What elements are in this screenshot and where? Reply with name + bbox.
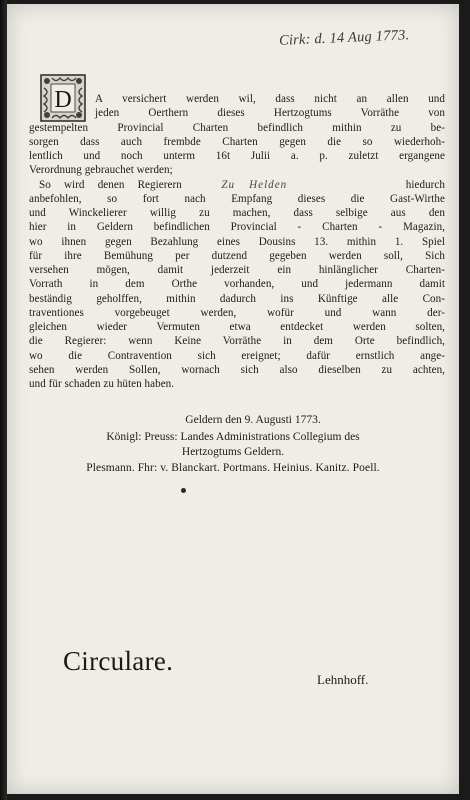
handwritten-place-name: Zu Helden: [221, 178, 288, 191]
signatories: Plesmann. Fhr: v. Blanckart. Portmans. Heinius. Kanitz. Poell.: [86, 462, 380, 474]
date-line: Geldern den 9. Augusti 1773.: [185, 414, 321, 426]
body-line: Vorrath in dem Orthe vorhanden, und jedermann damit: [29, 278, 445, 291]
body-line: die Regierer: wenn Keine Vorräthe in dem Orte befindlich,: [29, 335, 445, 348]
body-line: jeden Oerthern dieses Hertzogtums Vorräthe von: [95, 107, 445, 120]
authority-line: Hertzogtums Geldern.: [181, 445, 285, 458]
body-line: traventiones vorgebeuget werden, wofür und wann der-: [29, 306, 445, 319]
body-line: wo ihnen gegen Bezahlung eines Dousins 13. mithin 1. Spiel: [29, 235, 445, 248]
body-line: sorgen dass auch frembde Charten gegen die so wiederhoh-: [29, 135, 445, 148]
body-line: sehen werden Sollen, wornach sich also dieselben zu achten,: [29, 363, 445, 376]
circular-body-text: [29, 92, 445, 391]
handwritten-annotation: Cirk: d. 14 Aug 1773.: [278, 27, 410, 49]
drop-cap-letter: D: [54, 87, 72, 113]
body-line: gestempelten Provincial Charten befindlich mithin zu be-: [29, 121, 445, 134]
ink-dot: [181, 488, 186, 493]
authority-line: Königl: Preuss: Landes Administrations Collegium des: [106, 431, 360, 443]
body-line: gleichen wieder Vermuten etwa entdecket werden solten,: [29, 321, 445, 333]
body-line-end: hiedurch: [405, 178, 445, 191]
body-line: lentlich und noch unterm 16t Julii a. p. zuletzt ergangene: [29, 150, 445, 162]
body-line: für ihre Bemühung per dutzend gegeben werden soll, Sich: [29, 249, 445, 262]
body-line: anbefohlen, so fort nach Empfang dieses die Gast-Wirthe: [29, 192, 445, 205]
body-line: beständig geholffen, mithin dadurch ins Künftige alle Con-: [29, 292, 445, 305]
body-line: wo die Contravention sich ereignet; dafür ernstlich ange-: [29, 349, 445, 362]
issuing-authority: [7, 430, 459, 459]
body-line: Verordnung gebrauchet werden;: [29, 164, 173, 177]
printer-name: Lehnhoff.: [317, 672, 369, 687]
body-line: und für schaden zu hüten haben.: [29, 378, 175, 390]
document-page: [7, 4, 459, 794]
body-line-start: So wird denen Regierern: [39, 178, 182, 191]
document-title: Circulare.: [63, 646, 174, 676]
body-line: hier in Geldern befindlichen Provincial - Charten - Magazin,: [29, 221, 445, 234]
body-line: versehen mögen, damit jederzeit ein hinlänglicher Charten-: [29, 264, 445, 276]
body-line: und Winckelierer willig zu machen, dass selbige aus den: [29, 207, 445, 219]
body-line: A versichert werden wil, dass nicht an allen und: [95, 93, 445, 105]
book-spine: [0, 0, 7, 800]
body-line-with-blank: [29, 178, 445, 192]
